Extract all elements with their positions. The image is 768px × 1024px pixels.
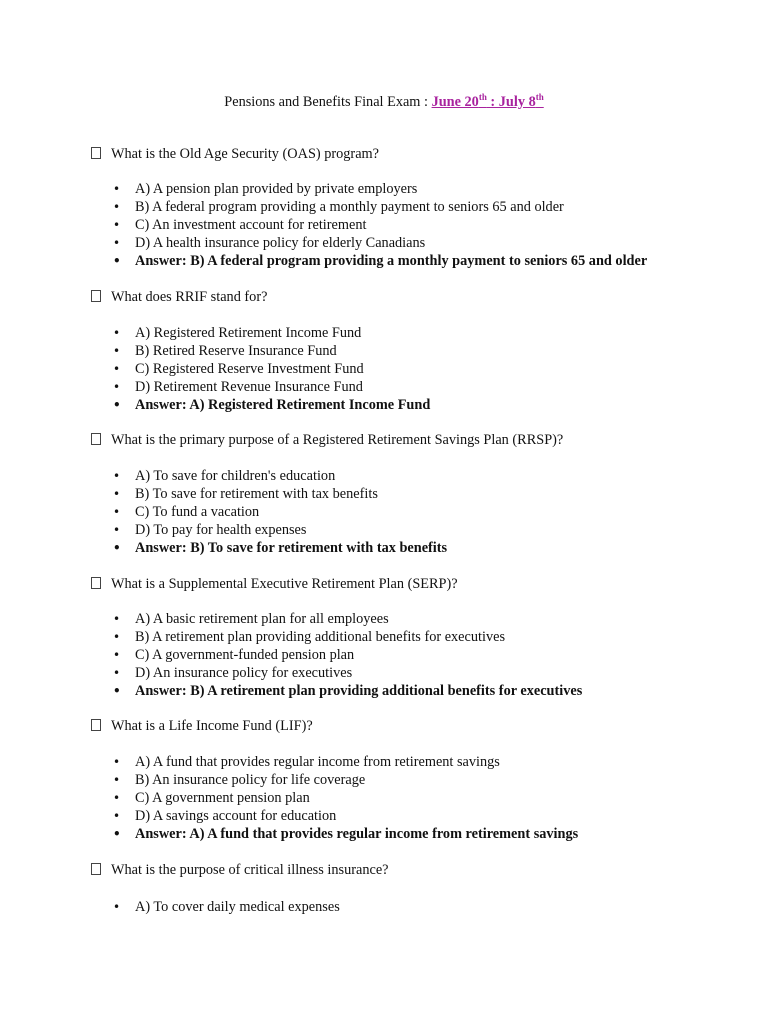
checkbox-icon [91, 147, 101, 159]
option-item: • B) Retired Reserve Insurance Fund [135, 342, 430, 360]
title-prefix: Pensions and Benefits Final Exam : [224, 94, 432, 110]
checkbox-icon [91, 433, 101, 445]
options-list-3 [135, 467, 447, 557]
question-3 [91, 431, 563, 449]
option-item: • A) To cover daily medical expenses [135, 898, 340, 916]
option-item: • B) An insurance policy for life coverage [135, 771, 578, 789]
question-6 [91, 861, 389, 879]
question-text: What is the primary purpose of a Registered Retirement Savings Plan (RRSP)? [111, 432, 564, 448]
option-item: • A) A basic retirement plan for all employees [135, 610, 582, 628]
question-5 [91, 717, 313, 735]
question-text: What is the Old Age Security (OAS) program? [111, 146, 380, 162]
option-item: • C) A government pension plan [135, 789, 578, 807]
option-item: • A) To save for children's education [135, 467, 447, 485]
option-item: • D) A health insurance policy for elderly Canadians [135, 234, 647, 252]
option-item: • B) To save for retirement with tax benefits [135, 485, 447, 503]
option-item: • B) A retirement plan providing additional benefits for executives [135, 628, 582, 646]
question-4 [91, 575, 458, 593]
options-list-1 [135, 180, 647, 270]
option-item: • D) A savings account for education [135, 807, 578, 825]
option-item: • D) To pay for health expenses [135, 521, 447, 539]
question-text: What is the purpose of critical illness insurance? [111, 862, 389, 878]
page-title [0, 92, 768, 112]
option-item: • D) An insurance policy for executives [135, 664, 582, 682]
options-list-5 [135, 753, 578, 843]
option-item: • C) Registered Reserve Investment Fund [135, 360, 430, 378]
question-text: What is a Life Income Fund (LIF)? [111, 718, 313, 734]
checkbox-icon [91, 577, 101, 589]
date-start: June 20 [431, 94, 479, 110]
answer-item: • Answer: B) To save for retirement with tax benefits [135, 539, 447, 557]
option-item: • C) To fund a vacation [135, 503, 447, 521]
option-item: • B) A federal program providing a monthly payment to seniors 65 and older [135, 198, 647, 216]
option-item: • C) A government-funded pension plan [135, 646, 582, 664]
answer-item: • Answer: B) A retirement plan providing additional benefits for executives [135, 682, 582, 700]
checkbox-icon [91, 863, 101, 875]
answer-item: • Answer: B) A federal program providing a monthly payment to seniors 65 and older [135, 252, 647, 270]
option-item: • C) An investment account for retirement [135, 216, 647, 234]
question-text: What is a Supplemental Executive Retirement Plan (SERP)? [111, 576, 458, 592]
options-list-4 [135, 610, 582, 700]
question-2 [91, 288, 267, 306]
date-start-sup: th [478, 92, 487, 102]
checkbox-icon [91, 719, 101, 731]
checkbox-icon [91, 290, 101, 302]
options-list-2 [135, 324, 430, 414]
option-item: • D) Retirement Revenue Insurance Fund [135, 378, 430, 396]
answer-item: • Answer: A) A fund that provides regular income from retirement savings [135, 825, 578, 843]
exam-dates [432, 94, 544, 110]
date-separator: : July 8 [486, 94, 536, 110]
option-item: • A) A fund that provides regular income from retirement savings [135, 753, 578, 771]
option-item: • A) Registered Retirement Income Fund [135, 324, 430, 342]
date-end-sup: th [535, 92, 544, 102]
options-list-6 [135, 898, 340, 916]
option-item: • A) A pension plan provided by private employers [135, 180, 647, 198]
question-text: What does RRIF stand for? [111, 289, 268, 305]
answer-item: • Answer: A) Registered Retirement Income Fund [135, 396, 430, 414]
question-1 [91, 145, 379, 163]
